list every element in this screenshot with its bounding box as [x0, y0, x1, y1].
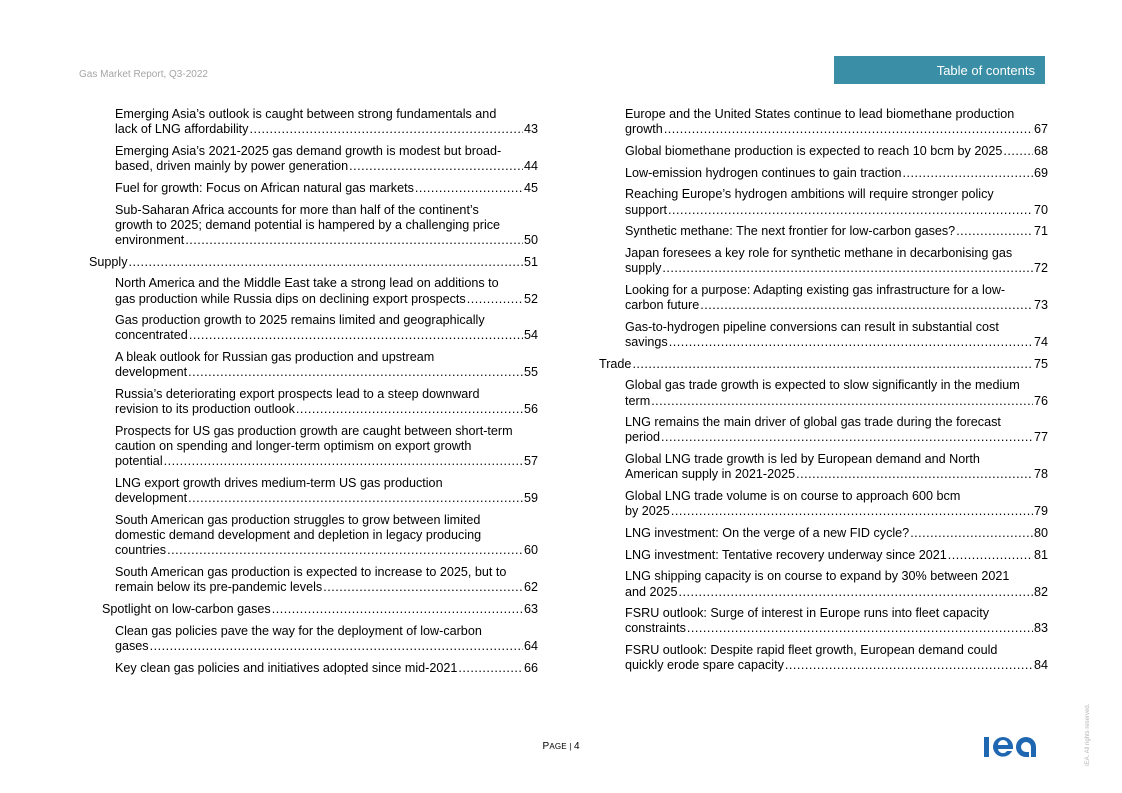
- toc-entry-page-number: 82: [1033, 584, 1048, 599]
- toc-entry[interactable]: [599, 107, 1048, 137]
- toc-entry[interactable]: [599, 548, 1048, 563]
- toc-entry[interactable]: [599, 357, 1048, 372]
- toc-entry-title: LNG investment: Tentative recovery underway since 2021: [625, 547, 947, 562]
- toc-entry-title: quickly erode spare capacity: [625, 658, 784, 673]
- dot-leader: [188, 365, 523, 380]
- dot-leader: [669, 335, 1033, 350]
- toc-entry[interactable]: [89, 424, 538, 470]
- toc-entry-title: support: [625, 202, 668, 217]
- toc-entry-text-line: Emerging Asia’s 2021-2025 gas demand growth is modest but broad-: [115, 143, 502, 158]
- toc-entry-page-number: 80: [1033, 525, 1048, 540]
- toc-entry-title: countries: [115, 543, 167, 558]
- toc-entry-page-number: 60: [523, 543, 538, 558]
- toc-entry-page-number: 71: [1033, 224, 1048, 239]
- toc-entry[interactable]: [89, 255, 538, 270]
- toc-entry-title: environment: [115, 232, 185, 247]
- toc-entry-title: Low-emission hydrogen continues to gain traction: [625, 165, 902, 180]
- toc-entry-text-line: Clean gas policies pave the way for the deployment of low-carbon: [115, 623, 482, 638]
- toc-entry-text-line: LNG shipping capacity is on course to expand by 30% between 2021: [625, 569, 1010, 584]
- toc-entry-page-number: 84: [1033, 658, 1048, 673]
- dot-leader: [632, 357, 1033, 372]
- toc-entry-text-line: Gas production growth to 2025 remains limited and geographically: [115, 313, 485, 328]
- toc-entry[interactable]: [599, 246, 1048, 276]
- toc-entry-title: carbon future: [625, 298, 700, 313]
- toc-entry[interactable]: [599, 378, 1048, 408]
- toc-entry-page-number: 77: [1033, 430, 1048, 445]
- toc-entry[interactable]: [89, 276, 538, 306]
- iea-logo: [983, 734, 1046, 759]
- dot-leader: [651, 394, 1033, 409]
- toc-entry[interactable]: [599, 452, 1048, 482]
- table-of-contents-tab[interactable]: [834, 56, 1045, 84]
- dot-leader: [796, 467, 1033, 482]
- toc-entry-title: Synthetic methane: The next frontier for low-carbon gases?: [625, 224, 956, 239]
- dot-leader: [903, 166, 1033, 181]
- page-prefix: PAGE |: [542, 741, 574, 752]
- dot-leader: [679, 585, 1033, 600]
- toc-entry-page-number: 44: [523, 159, 538, 174]
- toc-entry-page-number: 81: [1033, 547, 1048, 562]
- dot-leader: [349, 159, 523, 174]
- dot-leader: [272, 602, 523, 617]
- rights-notice: IEA. All rights reserved.: [1085, 703, 1091, 766]
- toc-entry[interactable]: [89, 602, 538, 617]
- dot-leader: [1003, 144, 1033, 159]
- toc-entry-title: lack of LNG affordability: [115, 122, 249, 137]
- toc-entry[interactable]: [599, 569, 1048, 599]
- toc-entry-title: Spotlight on low-carbon gases: [102, 601, 271, 616]
- toc-entry-page-number: 66: [523, 660, 538, 675]
- toc-entry[interactable]: [599, 606, 1048, 636]
- toc-entry[interactable]: [89, 661, 538, 676]
- dot-leader: [150, 639, 523, 654]
- toc-entry-text-line: growth to 2025; demand potential is hampered by a challenging price: [115, 217, 501, 232]
- dot-leader: [189, 328, 523, 343]
- toc-entry[interactable]: [599, 224, 1048, 239]
- toc-entry-title: American supply in 2021-2025: [625, 467, 796, 482]
- dot-leader: [785, 658, 1033, 673]
- toc-entry-text-line: Reaching Europe’s hydrogen ambitions will require stronger policy: [625, 187, 994, 202]
- dot-leader: [910, 526, 1033, 541]
- toc-entry-page-number: 67: [1033, 122, 1048, 137]
- toc-entry[interactable]: [599, 144, 1048, 159]
- toc-entry-title: by 2025: [625, 504, 670, 519]
- dot-leader: [661, 430, 1033, 445]
- toc-entry-page-number: 73: [1033, 298, 1048, 313]
- toc-entry-title: Fuel for growth: Focus on African natural gas markets: [115, 180, 414, 195]
- dot-leader: [323, 580, 523, 595]
- toc-entry-text-line: North America and the Middle East take a strong lead on additions to: [115, 276, 499, 291]
- dot-leader: [188, 491, 523, 506]
- toc-entry-text-line: South American gas production is expected to increase to 2025, but to: [115, 565, 507, 580]
- toc-entry-title: Trade: [599, 356, 632, 371]
- toc-entry-title: supply: [625, 261, 662, 276]
- toc-entry[interactable]: [89, 387, 538, 417]
- toc-entry[interactable]: [89, 203, 538, 249]
- dot-leader: [467, 292, 523, 307]
- toc-entry-title: period: [625, 430, 661, 445]
- toc-entry-page-number: 70: [1033, 202, 1048, 217]
- toc-entry[interactable]: [599, 643, 1048, 673]
- toc-entry-title: Supply: [89, 254, 128, 269]
- dot-leader: [167, 543, 523, 558]
- toc-entry[interactable]: [89, 350, 538, 380]
- toc-entry[interactable]: [599, 526, 1048, 541]
- toc-entry-title: Key clean gas policies and initiatives adopted since mid-2021: [115, 660, 458, 675]
- toc-entry-title: development: [115, 491, 188, 506]
- toc-entry-text-line: FSRU outlook: Despite rapid fleet growth, European demand could: [625, 643, 998, 658]
- toc-entry[interactable]: [89, 513, 538, 559]
- toc-entry-title: revision to its production outlook: [115, 402, 295, 417]
- toc-entry-page-number: 75: [1033, 356, 1048, 371]
- toc-entry-page-number: 79: [1033, 504, 1048, 519]
- dot-leader: [948, 548, 1033, 563]
- toc-entry[interactable]: [599, 489, 1048, 519]
- toc-entry-title: development: [115, 365, 188, 380]
- toc-entry-page-number: 52: [523, 291, 538, 306]
- toc-entry-title: growth: [625, 122, 663, 137]
- toc-entry-title: based, driven mainly by power generation: [115, 159, 349, 174]
- dot-leader: [249, 122, 523, 137]
- dot-leader: [129, 255, 523, 270]
- toc-entry-title: constraints: [625, 621, 686, 636]
- toc-entry-page-number: 50: [523, 232, 538, 247]
- toc-entry-text-line: A bleak outlook for Russian gas production and upstream: [115, 350, 435, 365]
- toc-entry-page-number: 62: [523, 580, 538, 595]
- toc-entry-text-line: Japan foresees a key role for synthetic methane in decarbonising gas: [625, 245, 1013, 260]
- toc-entry-page-number: 56: [523, 402, 538, 417]
- toc-entry-text-line: Europe and the United States continue to lead biomethane production: [625, 107, 1015, 121]
- dot-leader: [164, 454, 523, 469]
- toc-entry[interactable]: [599, 166, 1048, 181]
- toc-entry[interactable]: [89, 565, 538, 595]
- toc-entry-page-number: 76: [1033, 393, 1048, 408]
- toc-entry-text-line: domestic demand development and depletion in legacy producing: [115, 528, 482, 543]
- dot-leader: [956, 224, 1033, 239]
- toc-entry-page-number: 64: [523, 638, 538, 653]
- toc-entry-page-number: 57: [523, 454, 538, 469]
- dot-leader: [458, 661, 523, 676]
- toc-entry-text-line: Global LNG trade growth is led by European demand and North: [625, 452, 980, 467]
- toc-entry-page-number: 45: [523, 180, 538, 195]
- toc-entry-title: term: [625, 393, 651, 408]
- toc-entry[interactable]: [89, 107, 538, 137]
- toc-entry-title: and 2025: [625, 584, 678, 599]
- dot-leader: [662, 261, 1033, 276]
- toc-entry-page-number: 83: [1033, 621, 1048, 636]
- toc-entry-page-number: 55: [523, 365, 538, 380]
- toc-entry-title: potential: [115, 454, 163, 469]
- toc-entry-page-number: 72: [1033, 261, 1048, 276]
- toc-entry-text-line: FSRU outlook: Surge of interest in Europe runs into fleet capacity: [625, 606, 990, 621]
- toc-right-column: [599, 107, 1048, 680]
- dot-leader: [671, 504, 1033, 519]
- toc-entry-text-line: Gas-to-hydrogen pipeline conversions can result in substantial cost: [625, 319, 999, 334]
- toc-entry[interactable]: [599, 187, 1048, 217]
- page-number-value: 4: [573, 741, 580, 752]
- toc-tab-label: Table of contents: [936, 62, 1035, 78]
- toc-entry-page-number: 68: [1033, 143, 1048, 158]
- toc-entry-title: concentrated: [115, 328, 188, 343]
- toc-entry[interactable]: [599, 320, 1048, 350]
- toc-entry[interactable]: [89, 144, 538, 174]
- toc-entry[interactable]: [89, 313, 538, 343]
- toc-entry-text-line: Russia’s deteriorating export prospects lead to a steep downward: [115, 387, 480, 402]
- toc-entry-text-line: LNG remains the main driver of global gas trade during the forecast: [625, 415, 1001, 430]
- toc-entry-title: LNG investment: On the verge of a new FID cycle?: [625, 525, 910, 540]
- dot-leader: [664, 122, 1033, 137]
- toc-entry-text-line: Global gas trade growth is expected to slow significantly in the medium: [625, 378, 1020, 393]
- dot-leader: [668, 203, 1033, 218]
- toc-left-column: [89, 107, 538, 682]
- toc-entry-text-line: Global LNG trade volume is on course to approach 600 bcm: [625, 489, 961, 504]
- toc-entry-page-number: 78: [1033, 467, 1048, 482]
- toc-entry-text-line: Looking for a purpose: Adapting existing gas infrastructure for a low-: [625, 282, 1006, 297]
- dot-leader: [415, 181, 523, 196]
- toc-entry-text-line: Sub-Saharan Africa accounts for more than half of the continent’s: [115, 202, 479, 217]
- toc-entry-text-line: Emerging Asia’s outlook is caught between strong fundamentals and: [115, 107, 497, 121]
- toc-entry-text-line: South American gas production struggles to grow between limited: [115, 512, 481, 527]
- toc-entry-page-number: 74: [1033, 334, 1048, 349]
- page-number: [0, 741, 1122, 752]
- dot-leader: [296, 402, 523, 417]
- toc-entry[interactable]: [89, 624, 538, 654]
- dot-leader: [185, 233, 523, 248]
- dot-leader: [700, 298, 1033, 313]
- toc-entry-title: savings: [625, 334, 668, 349]
- toc-entry-page-number: 59: [523, 491, 538, 506]
- toc-entry-text-line: caution on spending and longer-term optimism on export growth: [115, 439, 472, 454]
- toc-entry-title: gas production while Russia dips on declining export prospects: [115, 291, 466, 306]
- toc-entry-page-number: 54: [523, 328, 538, 343]
- toc-entry-text-line: Prospects for US gas production growth are caught between short-term: [115, 423, 513, 438]
- toc-entry-title: gases: [115, 638, 149, 653]
- toc-entry[interactable]: [89, 476, 538, 506]
- report-title: Gas Market Report, Q3-2022: [79, 69, 208, 80]
- toc-entry[interactable]: [599, 415, 1048, 445]
- toc-entry-page-number: 51: [523, 254, 538, 269]
- toc-entry-title: Global biomethane production is expected to reach 10 bcm by 2025: [625, 143, 1003, 158]
- toc-entry-title: remain below its pre-pandemic levels: [115, 580, 323, 595]
- toc-entry-text-line: LNG export growth drives medium-term US gas production: [115, 476, 443, 491]
- toc-entry[interactable]: [89, 181, 538, 196]
- toc-entry-page-number: 69: [1033, 165, 1048, 180]
- dot-leader: [687, 621, 1033, 636]
- toc-entry-page-number: 63: [523, 601, 538, 616]
- toc-entry[interactable]: [599, 283, 1048, 313]
- toc-entry-page-number: 43: [523, 122, 538, 137]
